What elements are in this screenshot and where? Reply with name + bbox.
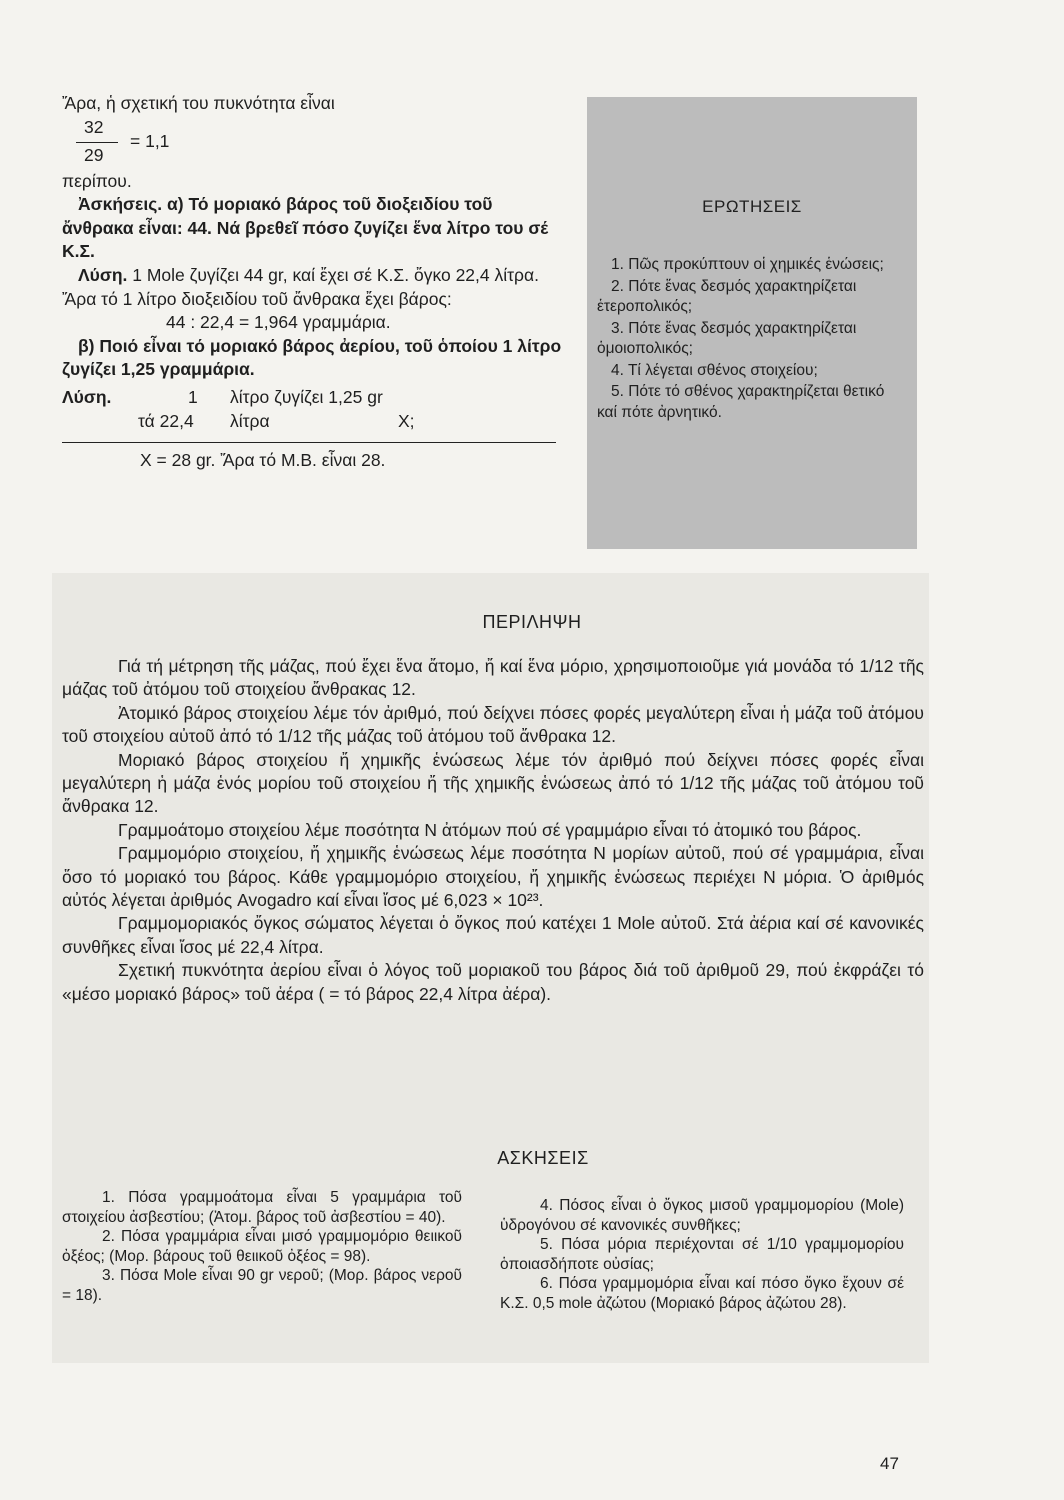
fraction-bar [76,142,118,143]
solution-b-r1-qty: 1 [188,386,198,407]
summary-paragraph: Γιά τή μέτρηση τῆς μάζας, πού ἔχει ἕνα ἄτομο, ἤ καί ἕνα μόριο, χρησιμοποιοῦμε γιά μονάδα τό 1/12 τῆς μάζας τοῦ ἀτόμου τοῦ στοιχείου ἄνθρακας 12. [62,656,924,700]
solution-a-label: Λύση. [78,264,128,285]
solution-b-row2 [62,410,562,434]
worked-example-column [62,92,562,473]
approx-text: περίπου. [62,170,132,191]
summary-paragraph: Γραμμοάτομο στοιχείου λέμε ποσότητα Ν ἀτόμων πού σέ γραμμάριο εἶναι τό ἀτομικό του βάρος. [118,819,862,840]
solution-b-r1-text: λίτρο ζυγίζει 1,25 gr [230,386,383,407]
exercise-b: β) Ποιό εἶναι τό μοριακό βάρος ἀερίου, τοῦ ὁποίου 1 λίτρο ζυγίζει 1,25 γραμμάρια. [62,335,562,380]
solution-b-label: Λύση. [62,386,112,407]
summary-paragraph: Μοριακό βάρος στοιχείου ἤ χημικῆς ἑνώσεως λέμε τόν ἀριθμό πού δείχνει πόσες φορές εἶναι μεγαλύτερη ἡ μάζα ἑνός μορίου τοῦ στοιχείου ἤ τῆς χημικῆς ἑνώσεως ἀπό τό 1/12 τῆς μάζας τοῦ ἀτόμου τοῦ ἄνθρακα 12. [62,749,924,817]
solution-b-result: X = 28 gr. Ἄρα τό Μ.Β. εἶναι 28. [140,449,386,470]
density-intro: Ἄρα, ἡ σχετική του πυκνότητα εἶναι [62,93,335,113]
exercise-item: 3. Πόσα Mole εἶναι 90 gr νεροῦ; (Μορ. βάρος νεροῦ = 18). [62,1267,462,1304]
solution-b-r2-unit: λίτρα [230,410,270,431]
questions-list [597,255,903,424]
density-fraction [62,116,562,170]
solution-b-r2-qty: τά 22,4 [138,410,194,431]
summary-title: ΠΕΡΙΛΗΨΗ [482,612,582,632]
question-item: 1. Πῶς προκύπτουν οἱ χημικές ἑνώσεις; [611,256,884,273]
summary-paragraph: Σχετική πυκνότητα ἀερίου εἶναι ὁ λόγος τοῦ μοριακοῦ του βάρος διά τοῦ ἀριθμοῦ 29, πού ἐκφράζει τό «μέσο μοριακό βάρος» τοῦ ἀέρα ( = τό βάρος 22,4 λίτρα ἀέρα). [62,960,924,1004]
question-item: 3. Πότε ἕνας δεσμός χαρακτηρίζεται ὁμοιοπολικός; [597,319,857,357]
solution-b-row1 [62,386,562,410]
solution-a-text: 1 Mole ζυγίζει 44 gr, καί ἔχει σέ Κ.Σ. ὄγκο 22,4 λίτρα. Ἄρα τό 1 λίτρο διοξειδίου τοῦ ἄνθρακα ἔχει βάρος: [62,264,539,309]
questions-title: ΕΡΩΤΗΣΕΙΣ [702,197,802,216]
question-item: 2. Πότε ἕνας δεσμός χαρακτηρίζεται ἑτεροπολικός; [597,277,857,315]
summary-paragraph: Γραμμομοριακός ὄγκος σώματος λέγεται ὁ ὄγκος πού κατέχει 1 Mole αὐτοῦ. Στά ἀέρια καί σέ κανονικές συνθῆκες εἶναι ἴσος μέ 22,4 λίτρα. [62,913,924,957]
solution-a-calc: 44 : 22,4 = 1,964 γραμμάρια. [166,312,391,333]
exercise-item: 5. Πόσα μόρια περιέχονται σέ 1/10 γραμμομορίου ὁποιασδήποτε οὐσίας; [500,1236,904,1273]
exercises-title: ΑΣΚΗΣΕΙΣ [497,1148,589,1168]
question-item: 5. Πότε τό σθένος χαρακτηρίζεται θετικό καί πότε ἀρνητικό. [597,383,885,421]
exercise-item: 1. Πόσα γραμμοάτομα εἶναι 5 γραμμάρια τοῦ στοιχείου ἀσβεστίου; (Ἀτομ. βάρος τοῦ ἀσβεστίου = 40). [62,1189,462,1226]
fraction-denominator: 29 [84,144,104,165]
exercise-item: 6. Πόσα γραμμομόρια εἶναι καί πόσο ὄγκο ἔχουν σέ Κ.Σ. 0,5 mole ἀζώτου (Μοριακό βάρος ἀζώτου 28). [500,1275,904,1312]
page-number: 47 [880,1454,899,1473]
exercises-left-column [62,1188,462,1305]
solution-b-r2-unknown: X; [398,410,415,431]
summary-paragraph: Γραμμομόριο στοιχείου, ἤ χημικῆς ἑνώσεως λέμε ποσότητα Ν μορίων αὐτοῦ, πού σέ γραμμάρια, εἶναι ὅσο τό μοριακό του βάρος. Κάθε γραμμομόριο στοιχείου, ἤ χημικῆς ἑνώσεως περιέχει Ν μόρια. Ὁ ἀριθμός αὐτός λέγεται ἀριθμός Avogadro καί εἶναι ἴσος μέ 6,023 × 10²³. [62,843,924,911]
solution-divider [62,442,556,443]
fraction-result: = 1,1 [130,130,170,151]
exercise-item: 4. Πόσος εἶναι ὁ ὄγκος μισοῦ γραμμομορίου (Mole) ὑδρογόνου σέ κανονικές συνθῆκες; [500,1197,904,1234]
summary-text [62,655,924,1006]
summary-paragraph: Ἀτομικό βάρος στοιχείου λέμε τόν ἀριθμό, πού δείχνει πόσες φορές μεγαλύτερη εἶναι ἡ μάζα τοῦ ἀτόμου τοῦ στοιχείου αὐτοῦ ἀπό τό 1/12 τῆς μάζας τοῦ ἀτόμου τοῦ ἄνθρακα 12. [62,702,924,747]
question-item: 4. Τί λέγεται σθένος στοιχείου; [611,361,818,379]
exercise-a: Ἀσκήσεις. α) Τό μοριακό βάρος τοῦ διοξειδίου τοῦ ἄνθρακα εἶναι: 44. Νά βρεθεῖ πόσο ζυγίζει ἕνα λίτρο του σέ Κ.Σ. [62,194,549,262]
fraction-numerator: 32 [84,116,104,137]
solution-a [62,264,562,311]
exercise-item: 2. Πόσα γραμμάρια εἶναι μισό γραμμομόριο θειικοῦ ὀξέος; (Μορ. βάρους τοῦ θειικοῦ ὀξέος = 98). [62,1228,462,1265]
questions-box [587,97,917,549]
exercises-right-column [500,1196,904,1313]
